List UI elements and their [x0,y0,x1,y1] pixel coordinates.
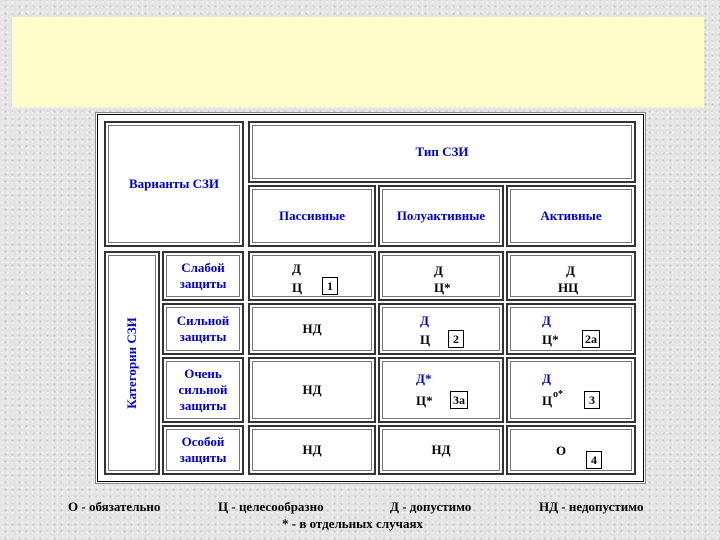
szi-matrix-table [97,114,644,482]
cell-weak-active-bottom: НЦ [558,280,579,295]
cell-strong-semiactive-number: 2 [448,330,464,348]
cell-weak-semiactive [378,251,504,301]
row-strong-label: Сильной защиты [176,313,230,344]
cell-weak-passive [248,251,376,301]
categories-label: Категории СЗИ [124,317,139,409]
cell-vstrong-semiactive [378,357,504,423]
cell-vstrong-active [506,357,636,423]
legend-admissible: Д - допустимо [390,499,472,514]
cell-weak-semiactive-bottom: Ц* [434,280,451,295]
legend-inadmissible: НД - недопустимо [539,499,644,514]
cell-vstrong-active-sup: о* [553,389,563,400]
cell-weak-active [506,251,636,301]
col-passive-label: Пассивные [278,208,346,223]
col-semiactive-cell [378,185,504,247]
header-type: Тип СЗИ [415,144,469,159]
cell-strong-active-bottom: Ц* [542,332,559,347]
cell-vstrong-semiactive-top: Д* [416,371,432,386]
row-very-strong-cell [162,357,244,423]
cell-special-active-number: 4 [586,451,602,469]
cell-special-passive [248,425,376,475]
row-strong-cell [162,303,244,355]
cell-special-active [506,425,636,475]
col-passive-cell [248,185,376,247]
cell-vstrong-passive-text: НД [302,382,322,397]
col-active-cell [506,185,636,247]
cell-weak-active-top: Д [566,263,575,278]
categories-cell [104,251,160,475]
cell-strong-active [506,303,636,355]
row-weak-cell [162,251,244,301]
cell-special-active-text: О [556,443,567,458]
legend-expedient: Ц - целесообразно [218,499,324,514]
cell-vstrong-passive [248,357,376,423]
header-type-cell [248,121,636,183]
col-active-label: Активные [540,208,602,223]
row-weak-label: Слабой защиты [179,260,227,291]
cell-vstrong-semiactive-bottom: Ц* [416,393,433,408]
cell-strong-active-number: 2а [582,330,600,348]
legend-obligatory: О - обязательно [68,499,161,514]
col-semiactive-label: Полуактивные [396,208,486,223]
cell-special-semiactive-text: НД [431,442,451,457]
cell-weak-passive-number: 1 [322,277,338,295]
cell-strong-passive-text: НД [302,321,322,336]
cell-strong-passive [248,303,376,355]
cell-strong-semiactive-top: Д [420,313,429,328]
cell-strong-active-top: Д [542,313,551,328]
header-variants: Варианты СЗИ [128,176,220,191]
cell-vstrong-semiactive-number: 3а [450,391,468,409]
cell-special-semiactive [378,425,504,475]
cell-weak-passive-bottom: Ц [292,280,303,295]
row-special-label: Особой защиты [179,434,227,465]
cell-vstrong-active-number: 3 [584,391,600,409]
cell-vstrong-active-top: Д [542,371,551,386]
cell-special-passive-text: НД [302,442,322,457]
cell-weak-passive-top: Д [292,261,301,276]
row-very-strong-label: Очень сильной защиты [178,366,228,413]
header-variants-cell [104,121,244,247]
title-placeholder-box [12,17,704,107]
legend-asterisk-note: * - в отдельных случаях [282,516,423,531]
row-special-cell [162,425,244,475]
cell-strong-semiactive-bottom: Ц [420,332,431,347]
cell-vstrong-active-bottom: Ц [542,393,553,408]
cell-weak-semiactive-top: Д [434,263,443,278]
cell-strong-semiactive [378,303,504,355]
